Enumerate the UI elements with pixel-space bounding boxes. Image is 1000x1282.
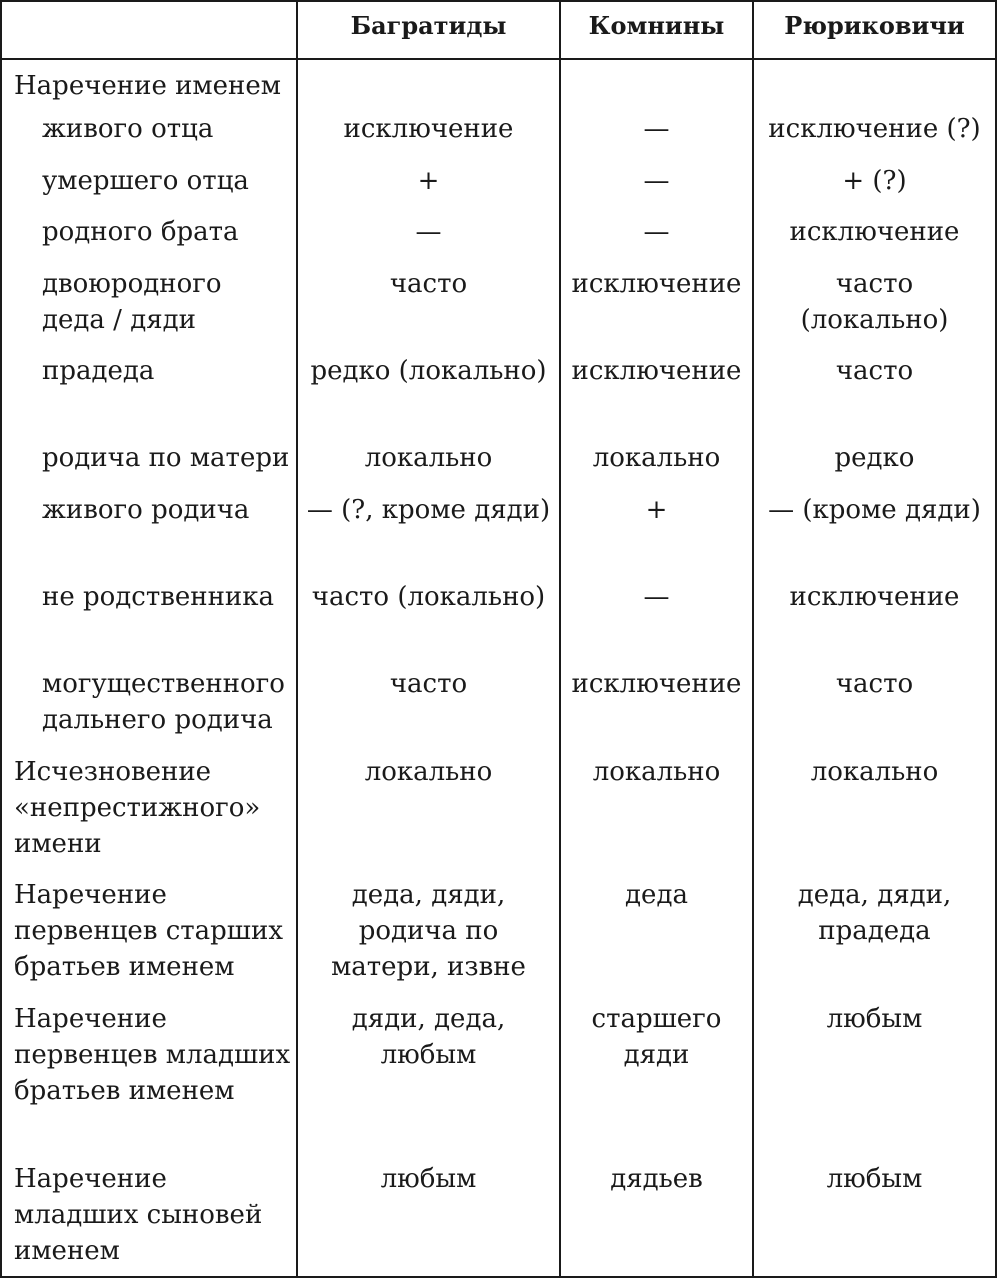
row-label: Наречение именем xyxy=(1,59,297,111)
cell-rurikids: редко xyxy=(753,440,996,492)
cell-bagratids: исключение xyxy=(297,111,560,163)
row-label: прадеда xyxy=(1,353,297,440)
cell-bagratids: любым xyxy=(297,1161,560,1277)
table-row xyxy=(1,111,996,163)
row-label: живого отца xyxy=(1,111,297,163)
cell-komnenoi: исключение xyxy=(560,266,753,353)
cell-rurikids: любым xyxy=(753,1161,996,1277)
cell-komnenoi: — xyxy=(560,579,753,666)
header-komnenoi: Комнины xyxy=(560,1,753,59)
table-row xyxy=(1,214,996,266)
cell-rurikids: — (кроме дяди) xyxy=(753,492,996,579)
cell-komnenoi xyxy=(560,59,753,111)
cell-rurikids: локально xyxy=(753,754,996,877)
cell-bagratids: локально xyxy=(297,754,560,877)
cell-rurikids: часто (локально) xyxy=(753,266,996,353)
cell-komnenoi: дядьев xyxy=(560,1161,753,1277)
row-label: родного брата xyxy=(1,214,297,266)
table-row xyxy=(1,1161,996,1277)
row-label: умершего отца xyxy=(1,163,297,214)
cell-komnenoi: исключение xyxy=(560,353,753,440)
cell-bagratids: часто xyxy=(297,266,560,353)
cell-bagratids: дяди, деда, любым xyxy=(297,1001,560,1161)
row-label: Наречение первенцев младших братьев именем xyxy=(1,1001,297,1161)
header-bagratids: Багратиды xyxy=(297,1,560,59)
row-label: Наречение первенцев старших братьев именем xyxy=(1,877,297,1001)
row-label: не родственника xyxy=(1,579,297,666)
cell-bagratids: локально xyxy=(297,440,560,492)
row-label: Исчезновение «непрестижного» имени xyxy=(1,754,297,877)
row-label: могущественного дальнего родича xyxy=(1,666,297,754)
cell-bagratids: часто xyxy=(297,666,560,754)
cell-komnenoi: + xyxy=(560,492,753,579)
cell-bagratids: — xyxy=(297,214,560,266)
table-row xyxy=(1,754,996,877)
cell-komnenoi: деда xyxy=(560,877,753,1001)
cell-komnenoi: локально xyxy=(560,754,753,877)
cell-bagratids: часто (локально) xyxy=(297,579,560,666)
cell-komnenoi: — xyxy=(560,163,753,214)
header-row xyxy=(1,1,996,59)
cell-rurikids: часто xyxy=(753,666,996,754)
header-rurikids: Рюриковичи xyxy=(753,1,996,59)
cell-bagratids: редко (локально) xyxy=(297,353,560,440)
cell-komnenoi: — xyxy=(560,111,753,163)
table-row xyxy=(1,1001,996,1161)
cell-rurikids: часто xyxy=(753,353,996,440)
cell-rurikids: + (?) xyxy=(753,163,996,214)
table-row xyxy=(1,666,996,754)
table-row xyxy=(1,353,996,440)
table-row xyxy=(1,163,996,214)
cell-bagratids xyxy=(297,59,560,111)
table-row xyxy=(1,579,996,666)
table-row xyxy=(1,492,996,579)
row-label: двоюродного деда / дяди xyxy=(1,266,297,353)
table-row xyxy=(1,266,996,353)
header-empty xyxy=(1,1,297,59)
cell-bagratids: деда, дяди, родича по матери, извне xyxy=(297,877,560,1001)
row-label: Наречение младших сыновей именем xyxy=(1,1161,297,1277)
cell-rurikids: исключение (?) xyxy=(753,111,996,163)
cell-rurikids: исключение xyxy=(753,579,996,666)
cell-bagratids: — (?, кроме дяди) xyxy=(297,492,560,579)
cell-komnenoi: старшего дяди xyxy=(560,1001,753,1161)
row-label: живого родича xyxy=(1,492,297,579)
cell-bagratids: + xyxy=(297,163,560,214)
cell-rurikids: любым xyxy=(753,1001,996,1161)
cell-rurikids xyxy=(753,59,996,111)
cell-komnenoi: исключение xyxy=(560,666,753,754)
cell-komnenoi: локально xyxy=(560,440,753,492)
table-row xyxy=(1,877,996,1001)
table-row xyxy=(1,59,996,111)
row-label: родича по матери xyxy=(1,440,297,492)
cell-komnenoi: — xyxy=(560,214,753,266)
cell-rurikids: исключение xyxy=(753,214,996,266)
cell-rurikids: деда, дяди, прадеда xyxy=(753,877,996,1001)
table-row xyxy=(1,440,996,492)
